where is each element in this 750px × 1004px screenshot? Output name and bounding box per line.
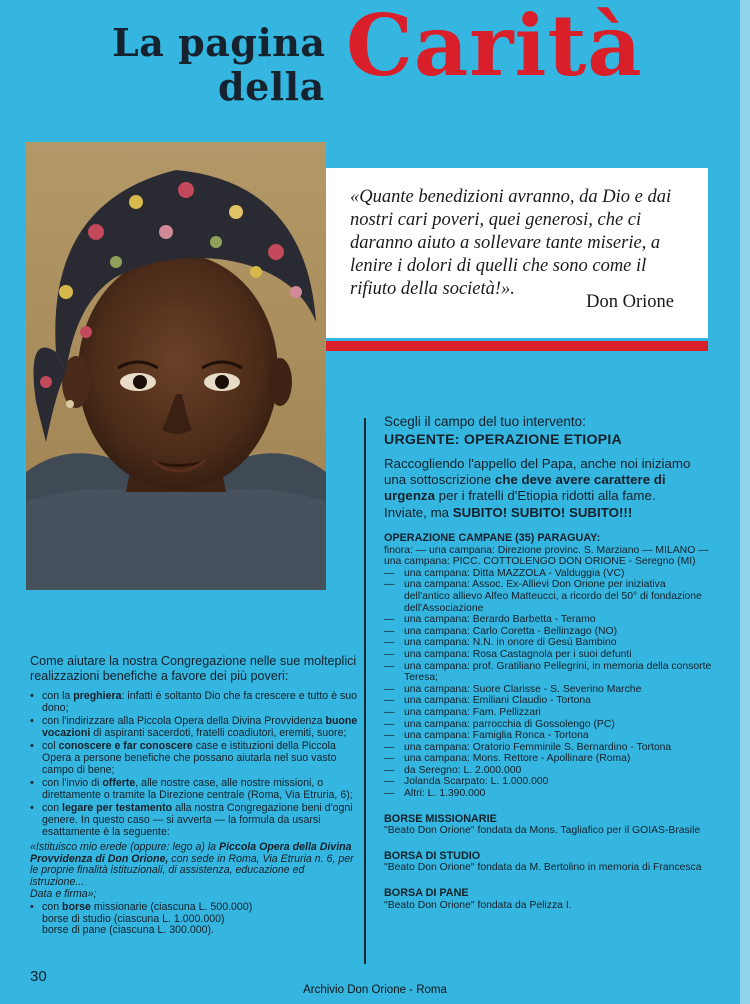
campane-heading: OPERAZIONE CAMPANE (35) PARAGUAY: bbox=[384, 532, 601, 544]
campane-item: — una campana: Fam. Pellizzari bbox=[384, 707, 714, 719]
borsa-studio-heading: BORSA DI STUDIO bbox=[384, 849, 481, 862]
campane-item: — una campana: Emiliani Claudio - Tortona bbox=[384, 695, 714, 707]
bequest-post: missionarie (ciascuna L. 500.000) bbox=[90, 901, 253, 914]
ethiopia-appeal bbox=[384, 456, 714, 504]
column-divider bbox=[364, 418, 366, 964]
campane-section bbox=[384, 533, 714, 800]
send-bold: SUBITO! SUBITO! SUBITO!!! bbox=[452, 505, 633, 520]
help-item-bold: legare per testamento bbox=[62, 802, 173, 815]
borse-missionarie-text: "Beato Don Orione" fondata da Mons. Tagliafico per il GOIAS-Brasile bbox=[384, 825, 701, 837]
help-item-bold: preghiera bbox=[73, 690, 122, 702]
campane-item: — una campana: Assoc. Ex-Allievi Don Orione per iniziativa dell'antico allievo Alfeo Matteucci, a ricordo del 50° di fondazione dell'Associazione bbox=[384, 579, 714, 614]
bequest-pre: con bbox=[42, 901, 63, 914]
help-item-text: col bbox=[42, 740, 59, 753]
campane-item: — una campana: prof. Gratiliano Pellegrini, in memoria della consorte Teresa; bbox=[384, 661, 714, 684]
campane-item: — una campana: Suore Clarisse - S. Severino Marche bbox=[384, 684, 714, 696]
campane-item: — Altri: L. 1.390.000 bbox=[384, 788, 714, 800]
right-column bbox=[384, 414, 714, 911]
bequest-bold: borse bbox=[62, 901, 91, 914]
formula-post: con sede in Roma, Via Etruria n. 6, per le proprie finalità istituzionali, di assistenza, educazione ed istruzione... bbox=[30, 852, 354, 888]
help-item-text: con bbox=[42, 802, 63, 815]
campane-item: — una campana: parrocchia di Gossolengo (PC) bbox=[384, 719, 714, 731]
help-item-text: : infatti è soltanto Dio che fa crescere e tutto è suo dono; bbox=[42, 690, 358, 714]
campane-item: — una campana: Famiglia Ronca - Tortona bbox=[384, 730, 714, 742]
choose-intro: Scegli il campo del tuo intervento: bbox=[384, 414, 586, 429]
campane-item: — una campana: Mons. Rettore - Apollinare (Roma) bbox=[384, 753, 714, 765]
campane-item: — da Seregno: L. 2.000.000 bbox=[384, 765, 714, 777]
help-item bbox=[30, 741, 358, 776]
page-edge bbox=[740, 0, 750, 1004]
borsa-pane-section bbox=[384, 888, 714, 911]
title-line-2: della bbox=[218, 64, 325, 109]
how-to-help-intro: Come aiutare la nostra Congregazione nelle sue molteplici realizzazioni benefiche a favore dei più poveri: bbox=[30, 654, 357, 683]
help-item bbox=[30, 716, 358, 739]
title-carita: Carità bbox=[346, 0, 643, 95]
appeal-text-bold: che deve avere carattere di urgenza bbox=[384, 472, 666, 503]
campane-item: — una campana: Rosa Castagnola per i suoi defunti bbox=[384, 649, 714, 661]
title-line-1: La pagina bbox=[112, 20, 326, 65]
bequest-item bbox=[30, 902, 358, 914]
girl-portrait-photo bbox=[26, 142, 326, 590]
help-item bbox=[30, 691, 358, 714]
help-item-bold: conoscere e far conoscere bbox=[58, 740, 193, 753]
quote-text: «Quante benedizioni avranno, da Dio e dai nostri cari poveri, quei generosi, che ci daranno aiuto a sollevare tante miserie, a lenire i dolori di quelli che sono come il rifiuto della società!». bbox=[350, 187, 672, 299]
campane-item: — una campana: Ditta MAZZOLA - Valduggia (VC) bbox=[384, 568, 714, 580]
help-item-text: case e istituzioni della Piccola Opera a persone benefiche che possano aiutarla nel suo vasto campo di bene; bbox=[42, 740, 337, 776]
borsa-studio-section bbox=[384, 851, 714, 874]
help-item-text: con l'indirizzare alla Piccola Opera della Divina Provvidenza bbox=[42, 715, 326, 728]
bequest-line: borse di studio (ciascuna L. 1.000.000) bbox=[42, 912, 225, 925]
campane-item: — una campana: N.N. in onore di Gesù Bambino bbox=[384, 637, 714, 649]
borse-missionarie-section bbox=[384, 814, 714, 837]
quote-author: Don Orione bbox=[586, 292, 674, 312]
red-divider-bar bbox=[326, 341, 708, 351]
bequest-list bbox=[30, 902, 358, 937]
borsa-pane-text: "Beato Don Orione" fondata da Pelizza I. bbox=[384, 899, 572, 911]
help-item-text: alla nostra Congregazione beni d'ogni genere. In questo caso — si avverta — la formula da usarsi esattamente è la seguente: bbox=[42, 802, 353, 838]
girl-portrait-icon bbox=[26, 142, 326, 590]
testament-formula bbox=[30, 842, 358, 900]
left-column bbox=[30, 654, 358, 937]
appeal-text-2: per i fratelli d'Etiopia ridotti alla fame. bbox=[434, 488, 656, 503]
campane-item: — una campana: Berardo Barbetta - Teramo bbox=[384, 614, 714, 626]
help-item bbox=[30, 778, 358, 801]
quote-box bbox=[326, 168, 708, 338]
help-item-text: con la bbox=[42, 690, 74, 702]
help-list bbox=[30, 691, 358, 838]
archive-credit: Archivio Don Orione - Roma bbox=[303, 984, 447, 996]
borse-missionarie-heading: BORSE MISSIONARIE bbox=[384, 812, 497, 825]
help-item-text: , alle nostre case, alle nostre missioni, o direttamente o tramite la Direzione centrale (Roma, Via Etruria, 6); bbox=[42, 777, 353, 801]
formula-pre: «Istituisco mio erede (oppure: lego a) la bbox=[30, 841, 220, 854]
campane-item: — Jolanda Scarpato: L. 1.000.000 bbox=[384, 776, 714, 788]
campane-list bbox=[384, 568, 714, 800]
page-number: 30 bbox=[30, 968, 47, 985]
borsa-studio-text: "Beato Don Orione" fondata da M. Bertolino in memoria di Francesca bbox=[384, 862, 702, 874]
urgent-heading: URGENTE: OPERAZIONE ETIOPIA bbox=[384, 432, 622, 448]
send-now-line bbox=[384, 505, 714, 521]
formula-bold: Piccola Opera della Divina Provvidenza di Don Orione, bbox=[30, 841, 352, 865]
help-item-text: con l'invio di bbox=[42, 777, 103, 790]
help-item-bold: buone vocazioni bbox=[42, 715, 358, 739]
help-item-text: di aspiranti sacerdoti, fratelli coadiutori, eremiti, suore; bbox=[90, 726, 347, 739]
send-prefix: Inviate, ma bbox=[384, 505, 453, 520]
campane-item: — una campana: Carlo Coretta - Bellinzago (NO) bbox=[384, 626, 714, 638]
formula-sign: Data e firma»; bbox=[30, 887, 97, 900]
appeal-text-1: Raccogliendo l'appello del Papa, anche noi iniziamo una sottoscrizione bbox=[384, 456, 691, 487]
campane-intro: finora: — una campana: Direzione provinc. S. Marziano — MILANO — una campana: PICC. COTTOLENGO DON ORIONE - Seregno (MI) bbox=[384, 544, 709, 568]
borsa-pane-heading: BORSA DI PANE bbox=[384, 887, 469, 900]
help-item-bold: offerte bbox=[102, 777, 136, 790]
help-item bbox=[30, 803, 358, 838]
bequest-line: borse di pane (ciascuna L. 300.000). bbox=[42, 924, 214, 937]
campane-item: — una campana: Oratorio Femminile S. Bernardino - Tortona bbox=[384, 742, 714, 754]
